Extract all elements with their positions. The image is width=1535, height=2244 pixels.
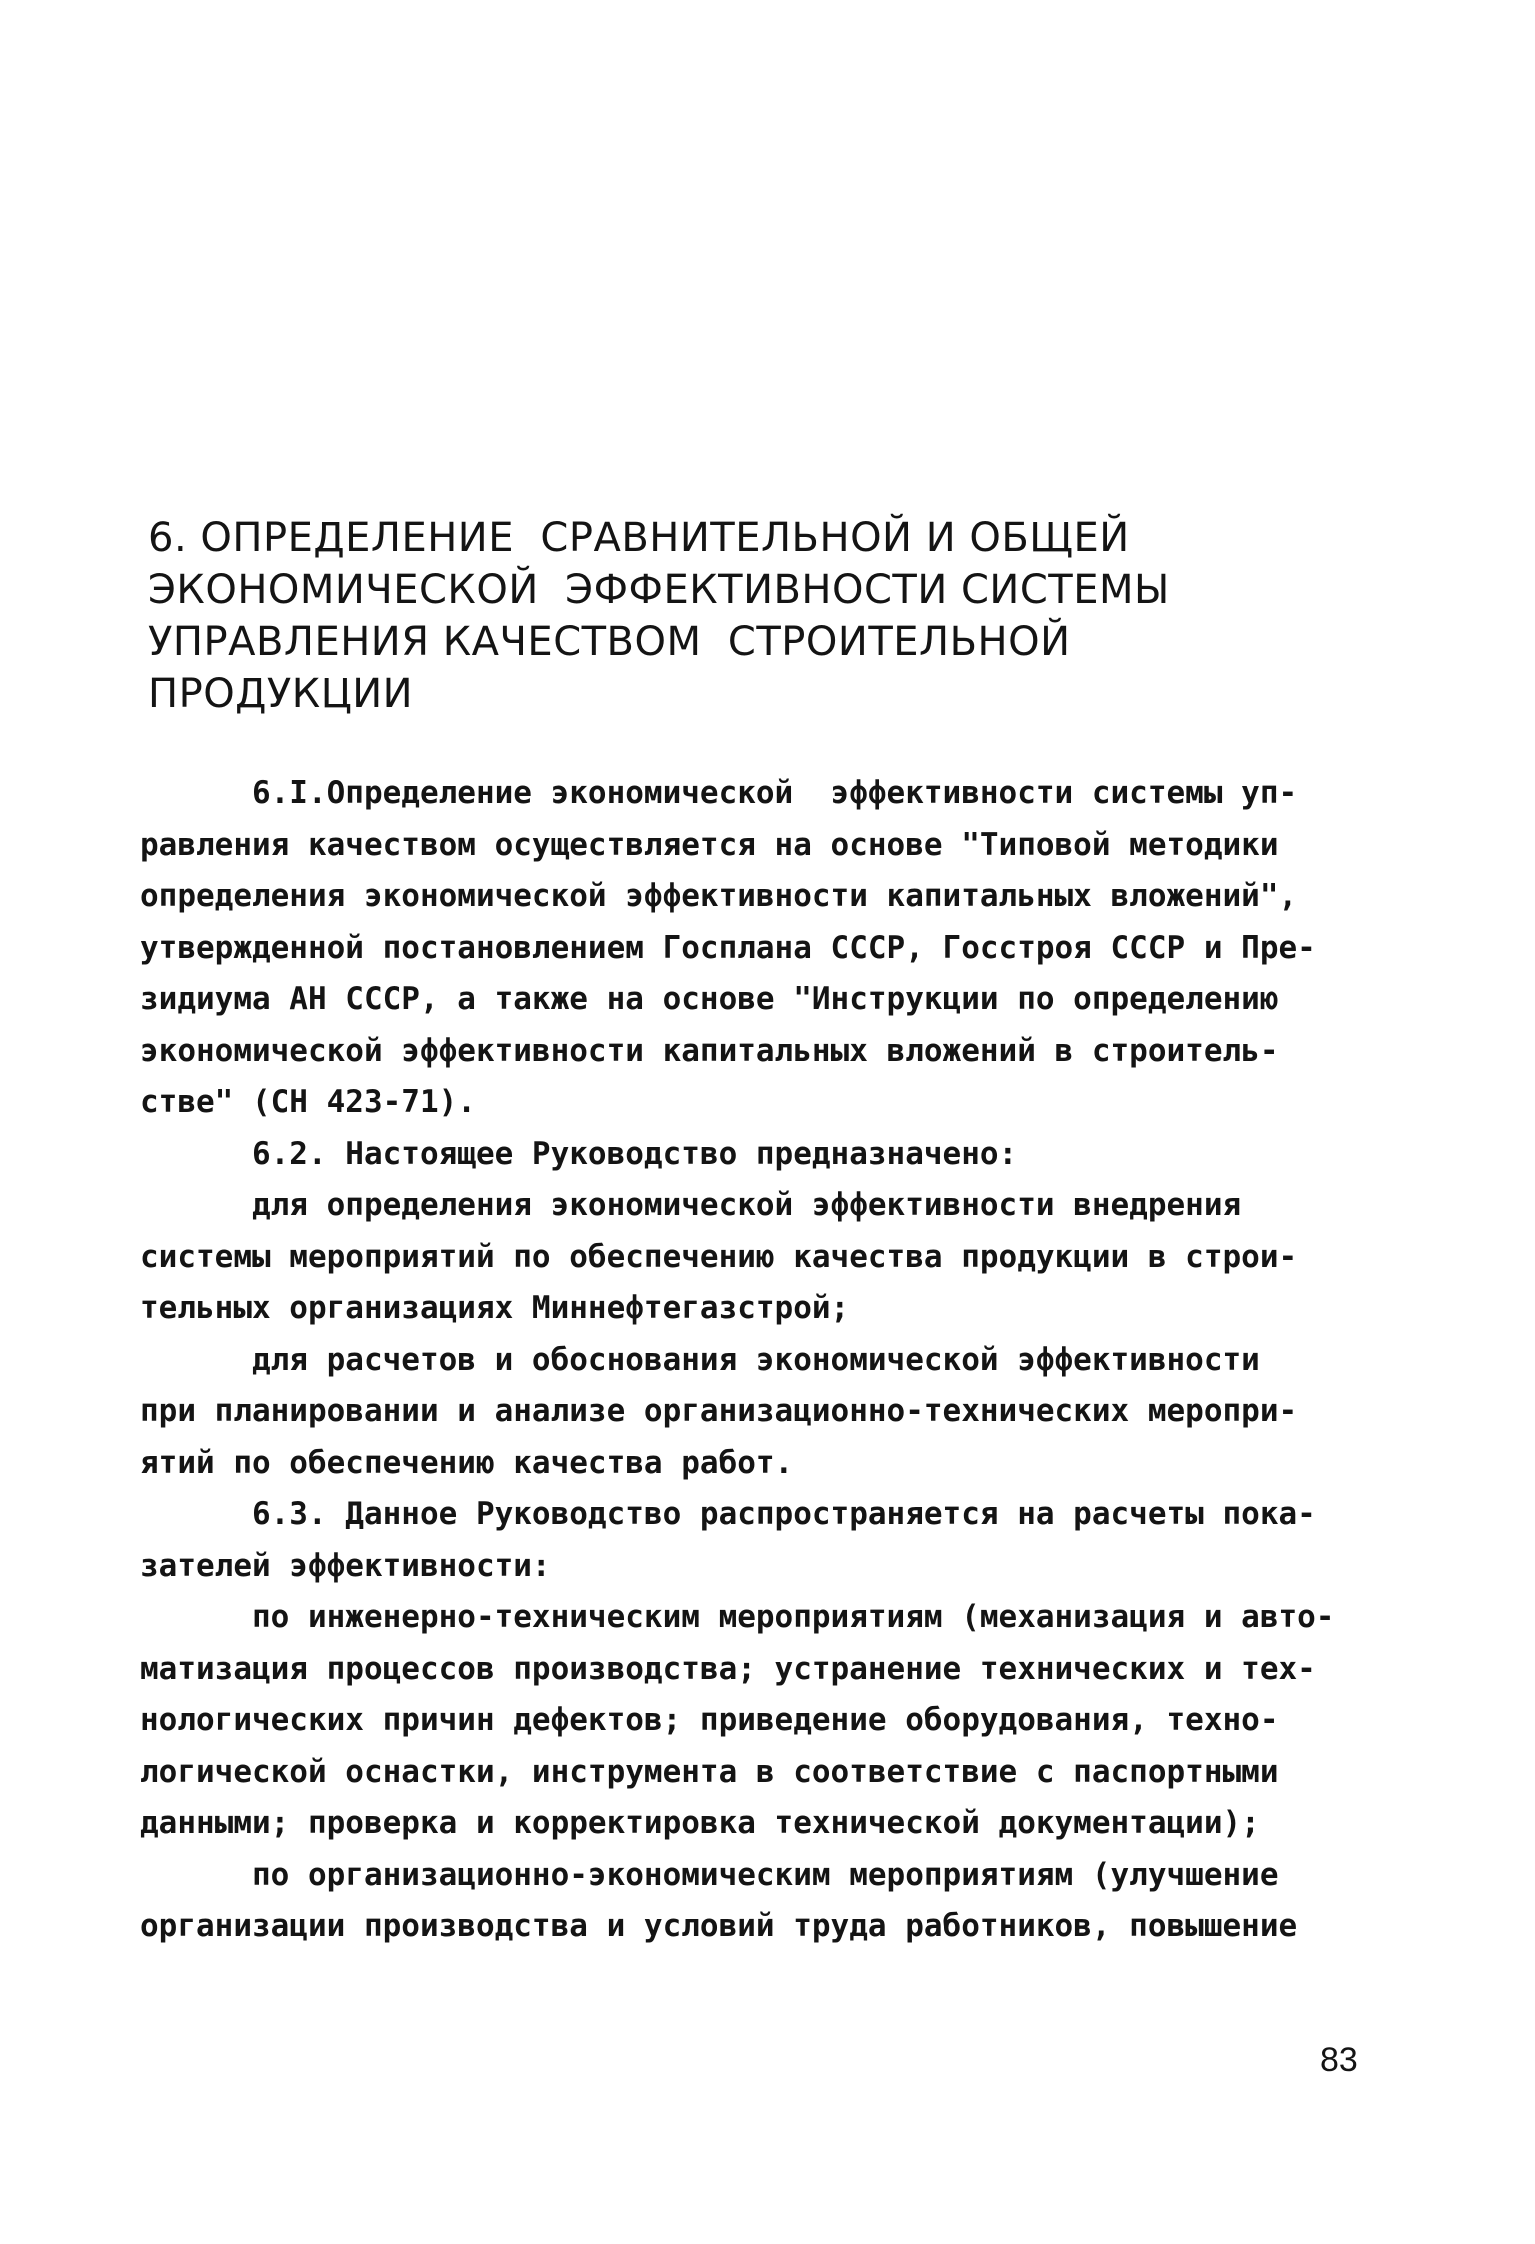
text-line: матизация процессов производства; устранение технических и тех- [140, 1650, 1316, 1687]
text-line: 6.3. Данное Руководство распространяется на расчеты пока- [140, 1496, 1316, 1532]
text-line: логической оснастки, инструмента в соответствие с паспортными [140, 1753, 1279, 1790]
text-line: 6.2. Настоящее Руководство предназначено: [140, 1135, 1018, 1172]
text-line: равления качеством осуществляется на основе "Типовой методики [140, 826, 1279, 863]
text-line: нологических причин дефектов; приведение оборудования, техно- [140, 1702, 1279, 1738]
text-line: утвержденной постановлением Госплана СССР, Госстроя СССР и Пре- [140, 929, 1316, 966]
text-line: определения экономической эффективности капитальных вложений", [140, 878, 1298, 914]
text-line: для определения экономической эффективности внедрения [140, 1187, 1242, 1223]
text-line: стве" (СН 423-71). [140, 1084, 476, 1120]
text-line: данными; проверка и корректировка технической документации); [140, 1805, 1260, 1841]
text-line: зидиума АН СССР, а также на основе "Инструкции по определению [140, 981, 1279, 1017]
heading-line: ЭКОНОМИЧЕСКОЙ ЭФФЕКТИВНОСТИ СИСТЕМЫ [148, 567, 1170, 613]
heading-line: 6. ОПРЕДЕЛЕНИЕ СРАВНИТЕЛЬНОЙ И ОБЩЕЙ [148, 515, 1130, 561]
text-line: ятий по обеспечению качества работ. [140, 1444, 794, 1481]
text-line: тельных организациях Миннефтегазстрой; [140, 1290, 850, 1326]
text-line: системы мероприятий по обеспечению качества продукции в строи- [140, 1238, 1298, 1275]
text-line: при планировании и анализе организационно-технических меропри- [140, 1393, 1298, 1429]
text-line: для расчетов и обоснования экономической эффективности [140, 1341, 1260, 1378]
text-line: 6.I.Определение экономической эффективности системы уп- [140, 775, 1298, 811]
page-number: 83 [1320, 2041, 1358, 2079]
text-line: экономической эффективности капитальных вложений в строитель- [140, 1032, 1279, 1069]
text-line: по инженерно-техническим мероприятиям (механизация и авто- [140, 1599, 1335, 1635]
section-heading [148, 512, 1408, 720]
text-line: по организационно-экономическим мероприятиям (улучшение [140, 1856, 1279, 1893]
body-text [140, 768, 1420, 1953]
heading-line: УПРАВЛЕНИЯ КАЧЕСТВОМ СТРОИТЕЛЬНОЙ [148, 619, 1071, 665]
text-line: организации производства и условий труда работников, повышение [140, 1908, 1298, 1944]
text-line: зателей эффективности: [140, 1547, 551, 1584]
heading-line: ПРОДУКЦИИ [148, 671, 414, 717]
